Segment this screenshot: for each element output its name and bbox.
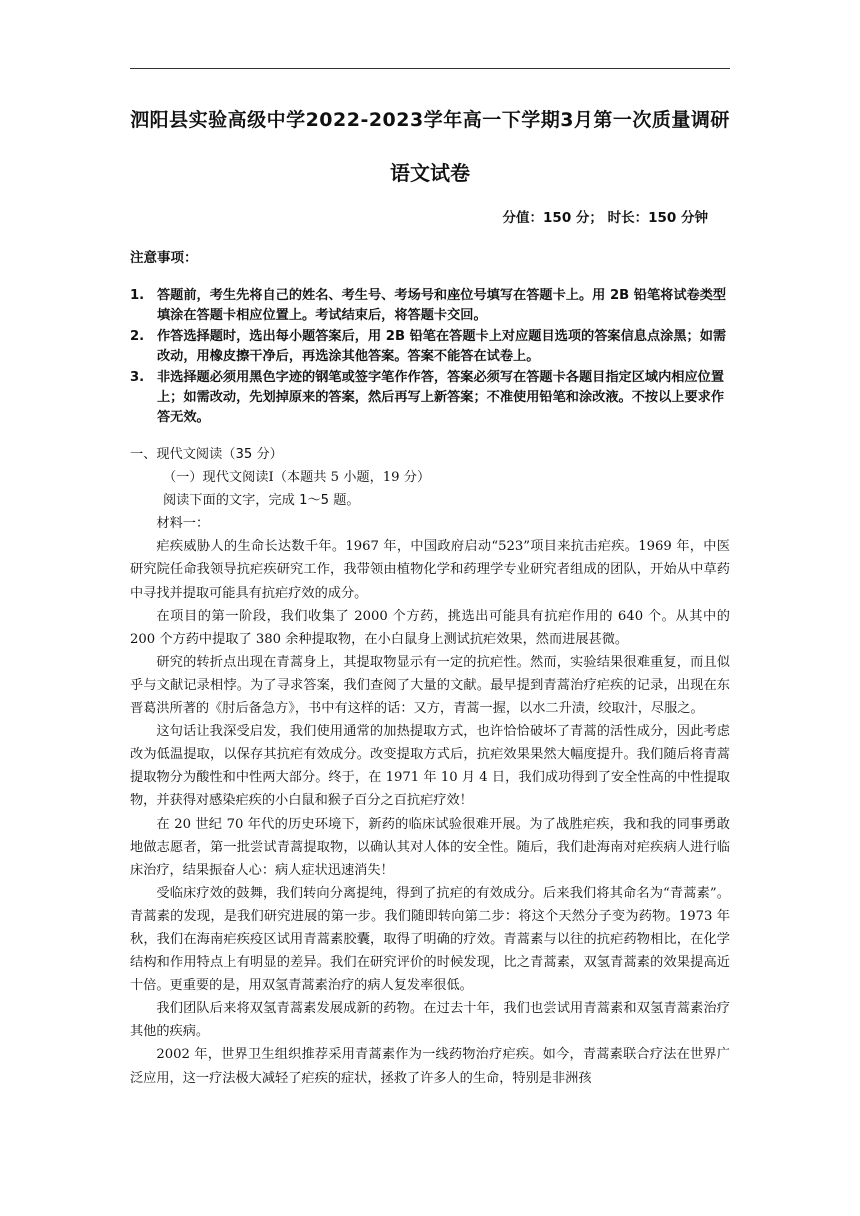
notice-item-text: 作答选择题时，选出每小题答案后，用 2B 铅笔在答题卡上对应题目选项的答案信息点涂黑；如需改动，用橡皮擦干净后，再选涂其他答案。答案不能答在试卷上。 — [157, 329, 727, 364]
material-label: 材料一： — [156, 516, 210, 532]
header-rule — [130, 68, 730, 69]
paragraph: 这句话让我深受启发，我们使用通常的加热提取方式，也许恰恰破坏了青蒿的活性成分，因此考虑改为低温提取，以保存其抗疟有效成分。改变提取方式后，抗疟效果果然大幅度提升。我们随后将青蒿提取物分为酸性和中性两大部分。终于，在 1971 年 10 月 4 日，我们成功得到了安全性高的中性提取物，并获得对感染疟疾的小白鼠和猴子百分之百抗疟疗效！ — [130, 724, 730, 809]
reading-section — [130, 443, 730, 1090]
notice-list — [130, 286, 735, 429]
paragraph: 在 20 世纪 70 年代的历史环境下，新药的临床试验很难开展。为了战胜疟疾，我和我的同事勇敢地做志愿者，第一批尝试青蒿提取物，以确认其对人体的安全性。随后，我们赴海南对疟疾病人进行临床治疗，结果振奋人心：病人症状迅速消失！ — [130, 816, 730, 878]
paragraph: 在项目的第一阶段，我们收集了 2000 个方药，挑选出可能具有抗疟作用的 640 个。从其中的 200 个方药中提取了 380 余种提取物，在小白鼠身上测试抗疟效果，然而进展甚微。 — [130, 608, 730, 647]
notice-item-text: 非选择题必须用黑色字迹的钢笔或签字笔作作答，答案必须写在答题卡各题目指定区域内相应位置上；如需改动，先划掉原来的答案，然后再写上新答案；不准使用铅笔和涂改液。不按以上要求作答无效。 — [157, 370, 725, 425]
notice-item — [130, 327, 735, 367]
notice-item — [130, 286, 735, 326]
paragraph: 疟疾威胁人的生命长达数千年。1967 年，中国政府启动“523”项目来抗击疟疾。1969 年，中医研究院任命我领导抗疟疾研究工作，我带领由植物化学和药理学专业研究者组成的团队，开始从中草药中寻找并提取可能具有抗疟疗效的成分。 — [130, 539, 730, 601]
notice-item-number: 2. — [130, 329, 145, 344]
subsection-heading: （一）现代文阅读Ⅰ（本题共 5 小题，19 分） — [163, 470, 431, 486]
exam-title: 泗阳县实验高级中学2022-2023学年高一下学期3月第一次质量调研 — [130, 109, 730, 131]
notice-item-text: 答题前，考生先将自己的姓名、考生号、考场号和座位号填写在答题卡上。用 2B 铅笔将试卷类型填涂在答题卡相应位置上。考试结束后，将答题卡交回。 — [157, 288, 727, 323]
notice-heading: 注意事项： — [130, 250, 198, 266]
notice-item-number: 1. — [130, 288, 145, 303]
exam-subject: 语文试卷 — [390, 161, 470, 185]
paragraph: 2002 年，世界卫生组织推荐采用青蒿素作为一线药物治疗疟疾。如今，青蒿素联合疗法在世界广泛应用，这一疗法极大减轻了疟疾的症状，拯救了许多人的生命，特别是非洲孩 — [130, 1047, 730, 1086]
section-heading: 一、现代文阅读（35 分） — [130, 447, 283, 462]
reading-instruction: 阅读下面的文字，完成 1～5 题。 — [163, 493, 360, 509]
paragraph: 受临床疗效的鼓舞，我们转向分离提纯，得到了抗疟的有效成分。后来我们将其命名为“青蒿素”。青蒿素的发现，是我们研究进展的第一步。我们随即转向第二步：将这个天然分子变为药物。1973 年秋，我们在海南疟疾疫区试用青蒿素胶囊，取得了明确的疗效。青蒿素与以往的抗疟药物相比，在化学结构和作用特点上有明显的差异。我们在研究评价的时候发现，比之青蒿素，双氢青蒿素的效果提高近十倍。更重要的是，用双氢青蒿素治疗的病人复发率很低。 — [130, 885, 730, 994]
notice-item — [130, 368, 735, 428]
paragraph: 我们团队后来将双氢青蒿素发展成新的药物。在过去十年，我们也尝试用青蒿素和双氢青蒿素治疗其他的疾病。 — [130, 1001, 730, 1040]
score-duration-info: 分值：150 分； 时长：150 分钟 — [502, 210, 708, 226]
notice-item-number: 3. — [130, 370, 145, 385]
paragraph: 研究的转折点出现在青蒿身上，其提取物显示有一定的抗疟性。然而，实验结果很难重复，而且似乎与文献记录相悖。为了寻求答案，我们查阅了大量的文献。最早提到青蒿治疗疟疾的记录，出现在东晋葛洪所著的《肘后备急方》，书中有这样的话：又方，青蒿一握，以水二升渍，绞取汁，尽服之。 — [130, 654, 730, 717]
